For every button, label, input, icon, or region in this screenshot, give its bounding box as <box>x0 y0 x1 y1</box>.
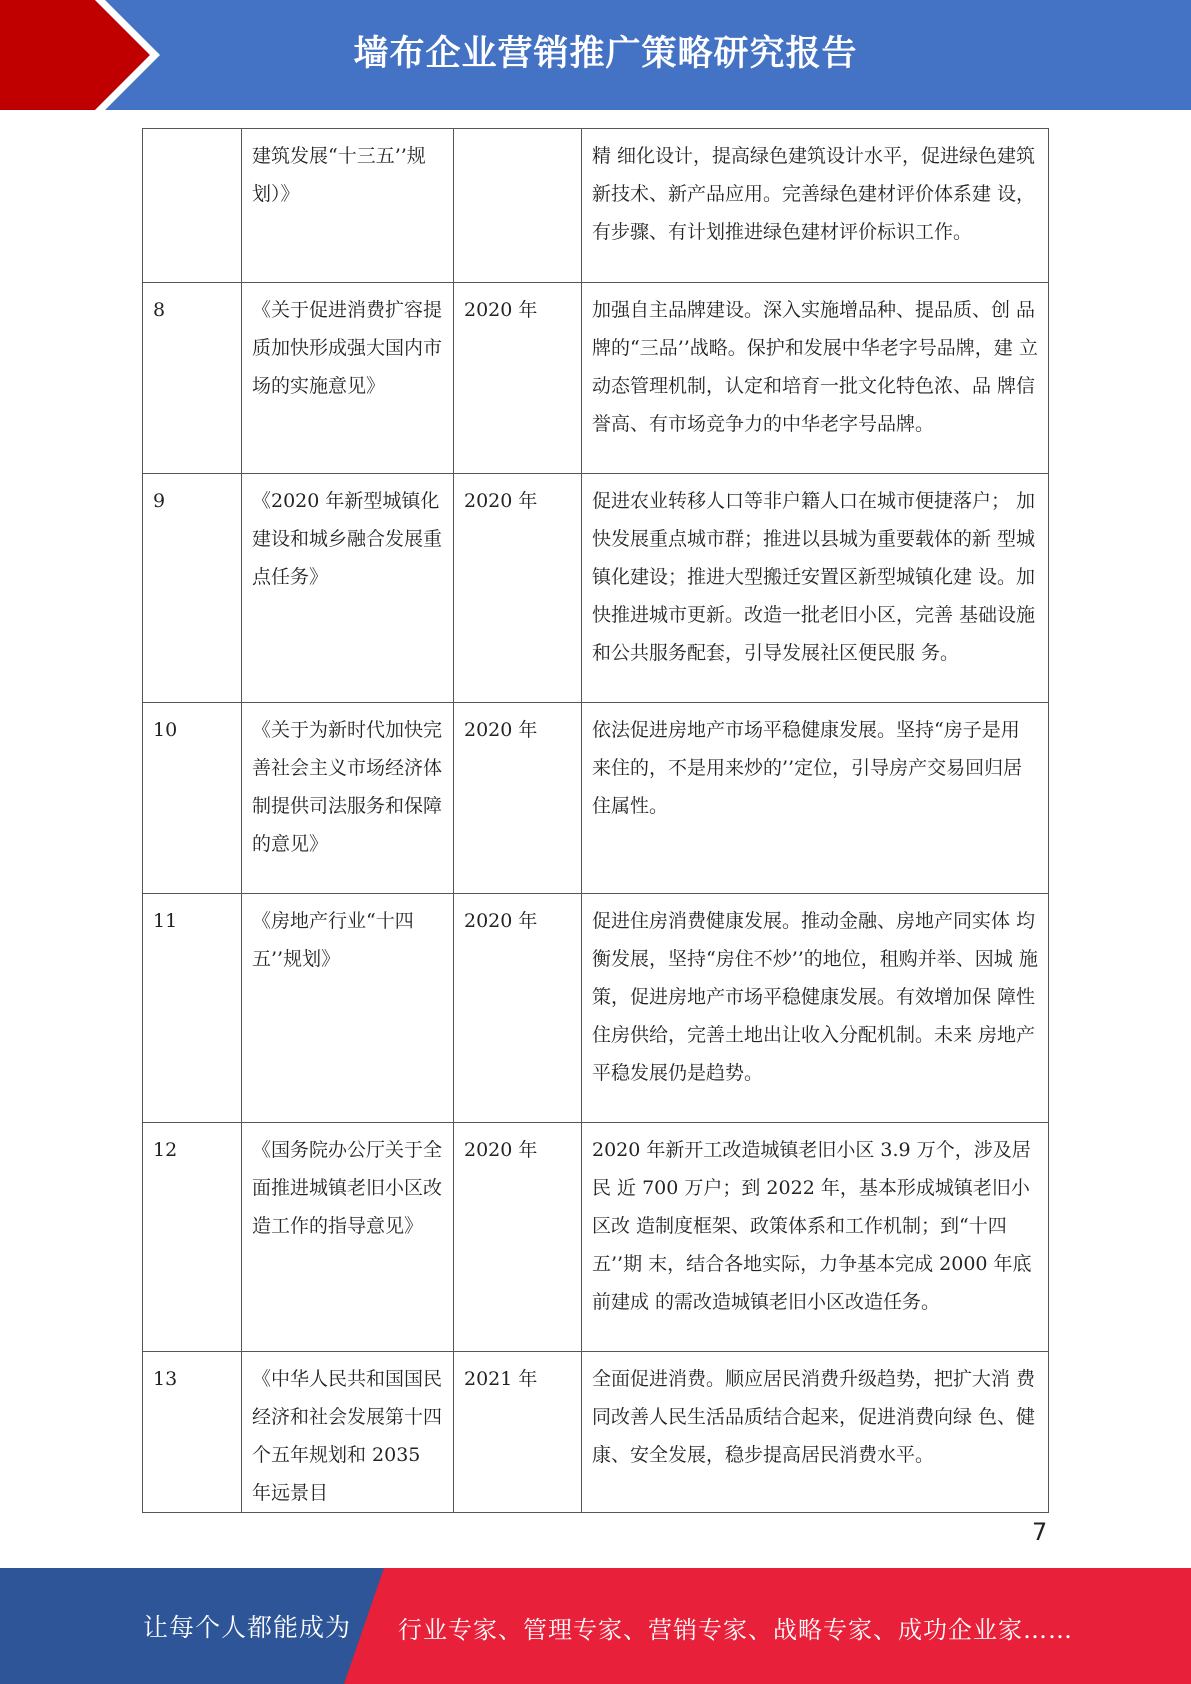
footer-slogan-left: 让每个人都能成为 <box>143 1613 352 1642</box>
cell-content: 促进住房消费健康发展。推动金融、房地产同实体 均衡发展，坚持“房住不炒’’的地位，租购并举、因城 施策，促进房地产市场平稳健康发展。有效增加保 障性住房供给，完善土地出让收入分配机制。未来 房地产平稳发展仍是趋势。 <box>582 894 1049 1123</box>
cell-year: 2020 年 <box>454 703 582 894</box>
cell-policy-name: 《国务院办公厅关于全面推进城镇老旧小区改造工作的指导意见》 <box>242 1123 454 1352</box>
cell-year: 2021 年 <box>454 1352 582 1513</box>
cell-number: 11 <box>143 894 242 1123</box>
cell-policy-name: 《关于促进消费扩容提质加快形成强大国内市场的实施意见》 <box>242 283 454 474</box>
cell-number <box>143 129 242 283</box>
table-row <box>143 283 1049 474</box>
page-footer <box>0 1568 1191 1684</box>
policy-table <box>142 128 1049 1513</box>
cell-content: 全面促进消费。顺应居民消费升级趋势，把扩大消 费同改善人民生活品质结合起来，促进消费向绿 色、健康、安全发展，稳步提高居民消费水平。 <box>582 1352 1049 1513</box>
header-title: 墙布企业营销推广策略研究报告 <box>353 34 858 74</box>
cell-content: 促进农业转移人口等非户籍人口在城市便捷落户； 加快发展重点城市群；推进以县城为重要载体的新 型城镇化建设；推进大型搬迁安置区新型城镇化建 设。加快推进城市更新。改造一批老旧小区，完善 基础设施和公共服务配套，引导发展社区便民服 务。 <box>582 474 1049 703</box>
table-row <box>143 129 1049 283</box>
cell-number: 9 <box>143 474 242 703</box>
cell-number: 12 <box>143 1123 242 1352</box>
cell-year: 2020 年 <box>454 283 582 474</box>
cell-content: 加强自主品牌建设。深入实施增品种、提品质、创 品牌的“三品’’战略。保护和发展中华老字号品牌，建 立动态管理机制，认定和培育一批文化特色浓、品 牌信誉高、有市场竞争力的中华老字号品牌。 <box>582 283 1049 474</box>
table-row <box>143 1352 1049 1513</box>
cell-number: 8 <box>143 283 242 474</box>
table-row <box>143 474 1049 703</box>
cell-year: 2020 年 <box>454 474 582 703</box>
cell-policy-name: 建筑发展“十三五’’规 划）》 <box>242 129 454 283</box>
cell-year: 2020 年 <box>454 894 582 1123</box>
cell-number: 13 <box>143 1352 242 1513</box>
cell-policy-name: 《关于为新时代加快完善社会主义市场经济体制提供司法服务和保障的意见》 <box>242 703 454 894</box>
cell-policy-name: 《中华人民共和国国民经济和社会发展第十四个五年规划和 2035 年远景目 <box>242 1352 454 1513</box>
cell-content: 精 细化设计，提高绿色建筑设计水平，促进绿色建筑 新技术、新产品应用。完善绿色建材评价体系建 设，有步骤、有计划推进绿色建材评价标识工作。 <box>582 129 1049 283</box>
cell-year: 2020 年 <box>454 1123 582 1352</box>
table-row <box>143 1123 1049 1352</box>
page-header <box>0 0 1191 110</box>
cell-policy-name: 《2020 年新型城镇化建设和城乡融合发展重点任务》 <box>242 474 454 703</box>
cell-number: 10 <box>143 703 242 894</box>
cell-content: 依法促进房地产市场平稳健康发展。坚持“房子是用 来住的，不是用来炒的’’定位，引导房产交易回归居 住属性。 <box>582 703 1049 894</box>
page-number: 7 <box>1032 1518 1048 1546</box>
cell-year <box>454 129 582 283</box>
table-row <box>143 703 1049 894</box>
cell-content: 2020 年新开工改造城镇老旧小区 3.9 万个，涉及居民 近 700 万户；到 2022 年，基本形成城镇老旧小区改 造制度框架、政策体系和工作机制；到“十四五’’期 末，结合各地实际，力争基本完成 2000 年底前建成 的需改造城镇老旧小区改造任务。 <box>582 1123 1049 1352</box>
table-row <box>143 894 1049 1123</box>
footer-slogan-right: 行业专家、管理专家、营销专家、战略专家、成功企业家…… <box>398 1616 1073 1644</box>
cell-policy-name: 《房地产行业“十四五’’规划》 <box>242 894 454 1123</box>
